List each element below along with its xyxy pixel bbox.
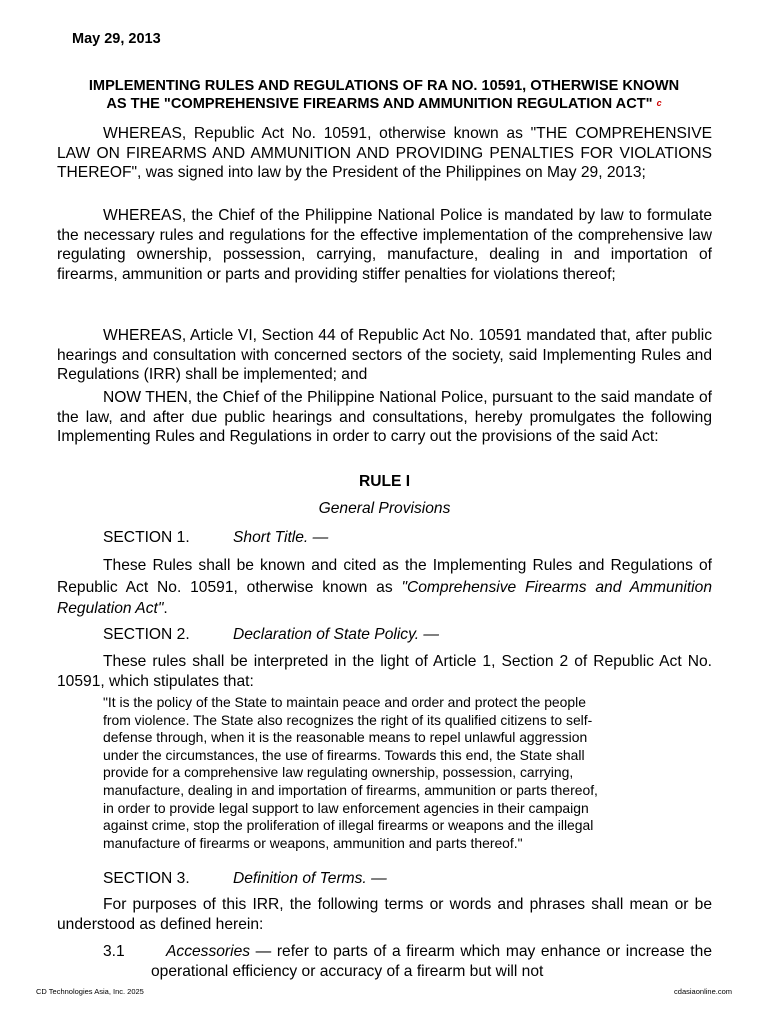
policy-quote <box>103 694 673 852</box>
title-line-1: IMPLEMENTING RULES AND REGULATIONS OF RA NO. 10591, OTHERWISE KNOWN <box>88 78 680 94</box>
quote-line: manufacture, dealing in and importation of firearms, ammunition or parts thereof, <box>103 781 598 798</box>
rule-subtitle: General Provisions <box>318 500 451 517</box>
definition-accessories: Accessories — refer to parts of a firearm which may enhance or increase the operational efficiency or accuracy of a firearm but will not <box>151 943 712 980</box>
quote-line: from violence. The State also recognizes the right of its qualified citizens to self- <box>103 711 593 728</box>
footer-website[interactable]: cdasiaonline.com <box>674 987 732 996</box>
whereas-paragraph-2: WHEREAS, the Chief of the Philippine National Police is mandated by law to formulate the necessary rules and regulations for the effective implementation of the comprehensive law regulating ownership, possession, carrying, manufacture, dealing in and importation of firearms, ammunition or parts and providing stiffer penalties for violations thereof; <box>57 207 712 283</box>
section-3-heading <box>103 869 387 889</box>
quote-line: against crime, stop the proliferation of illegal firearms or weapons and the illegal <box>103 817 594 834</box>
quote-line: manufacture of firearms or weapons, ammunition and parts thereof." <box>103 834 523 851</box>
definition-number: 3.1 <box>103 943 125 960</box>
section-1-heading <box>103 528 329 548</box>
section-1-caption: Short Title. — <box>233 529 329 546</box>
section-3-text: For purposes of this IRR, the following terms or words and phrases shall mean or be understood as defined herein: <box>57 896 712 933</box>
section-2-label: SECTION 2. <box>103 626 190 643</box>
whereas-paragraph-1: WHEREAS, Republic Act No. 10591, otherwise known as "THE COMPREHENSIVE LAW ON FIREARMS AND AMMUNITION AND PROVIDING PENALTIES FOR VIOLATIONS THEREOF", was signed into law by the President of the Philippines on May 29, 2013; <box>57 125 712 181</box>
definition-term: Accessories <box>166 943 251 960</box>
section-3-caption: Definition of Terms. — <box>233 870 387 887</box>
title-line-2: AS THE "COMPREHENSIVE FIREARMS AND AMMUNITION REGULATION ACT" $^c$ <box>106 96 662 112</box>
quote-line: defense through, when it is the reasonable means to repel unlawful aggression <box>103 729 588 746</box>
section-2-caption: Declaration of State Policy. — <box>233 626 439 643</box>
whereas-paragraph-3: WHEREAS, Article VI, Section 44 of Republic Act No. 10591 mandated that, after public hearings and consultation with concerned sectors of the society, said Implementing Rules and Regulations (IRR) shall be implemented; and <box>57 327 712 383</box>
quote-line: "It is the policy of the State to maintain peace and order and protect the people <box>103 694 586 710</box>
quote-line: provide for a comprehensive law regulating ownership, possession, carrying, <box>103 764 574 781</box>
document-date: May 29, 2013 <box>72 31 161 47</box>
now-then-paragraph: NOW THEN, the Chief of the Philippine National Police, pursuant to the said mandate of the law, and after due public hearings and consultations, hereby promulgates the following Implementing Rules and Regulations in order to carry out the provisions of the said Act: <box>57 389 712 445</box>
section-1-label: SECTION 1. <box>103 529 190 546</box>
footnote-mark[interactable]: c <box>656 98 662 108</box>
document-title <box>56 78 712 113</box>
section-2-text: These rules shall be interpreted in the light of Article 1, Section 2 of Republic Act No. 10591, which stipulates that: <box>57 653 712 690</box>
rule-heading: RULE I <box>358 473 411 490</box>
section-2-heading <box>103 625 439 645</box>
section-3-label: SECTION 3. <box>103 870 190 887</box>
act-title-italic: "Comprehensive Firearms and Ammunition Regulation Act" <box>57 578 712 617</box>
section-1-text: These Rules shall be known and cited as the Implementing Rules and Regulations of Republic Act No. 10591, otherwise known as "Comprehensive Firearms and Ammunition Regulation Act". <box>57 557 712 617</box>
footer-publisher: CD Technologies Asia, Inc. 2025 <box>36 987 144 996</box>
quote-line: in order to provide legal support to law enforcement agencies in their campaign <box>103 799 589 816</box>
quote-line: under the circumstances, the use of firearms. Towards this end, the State shall <box>103 746 585 763</box>
